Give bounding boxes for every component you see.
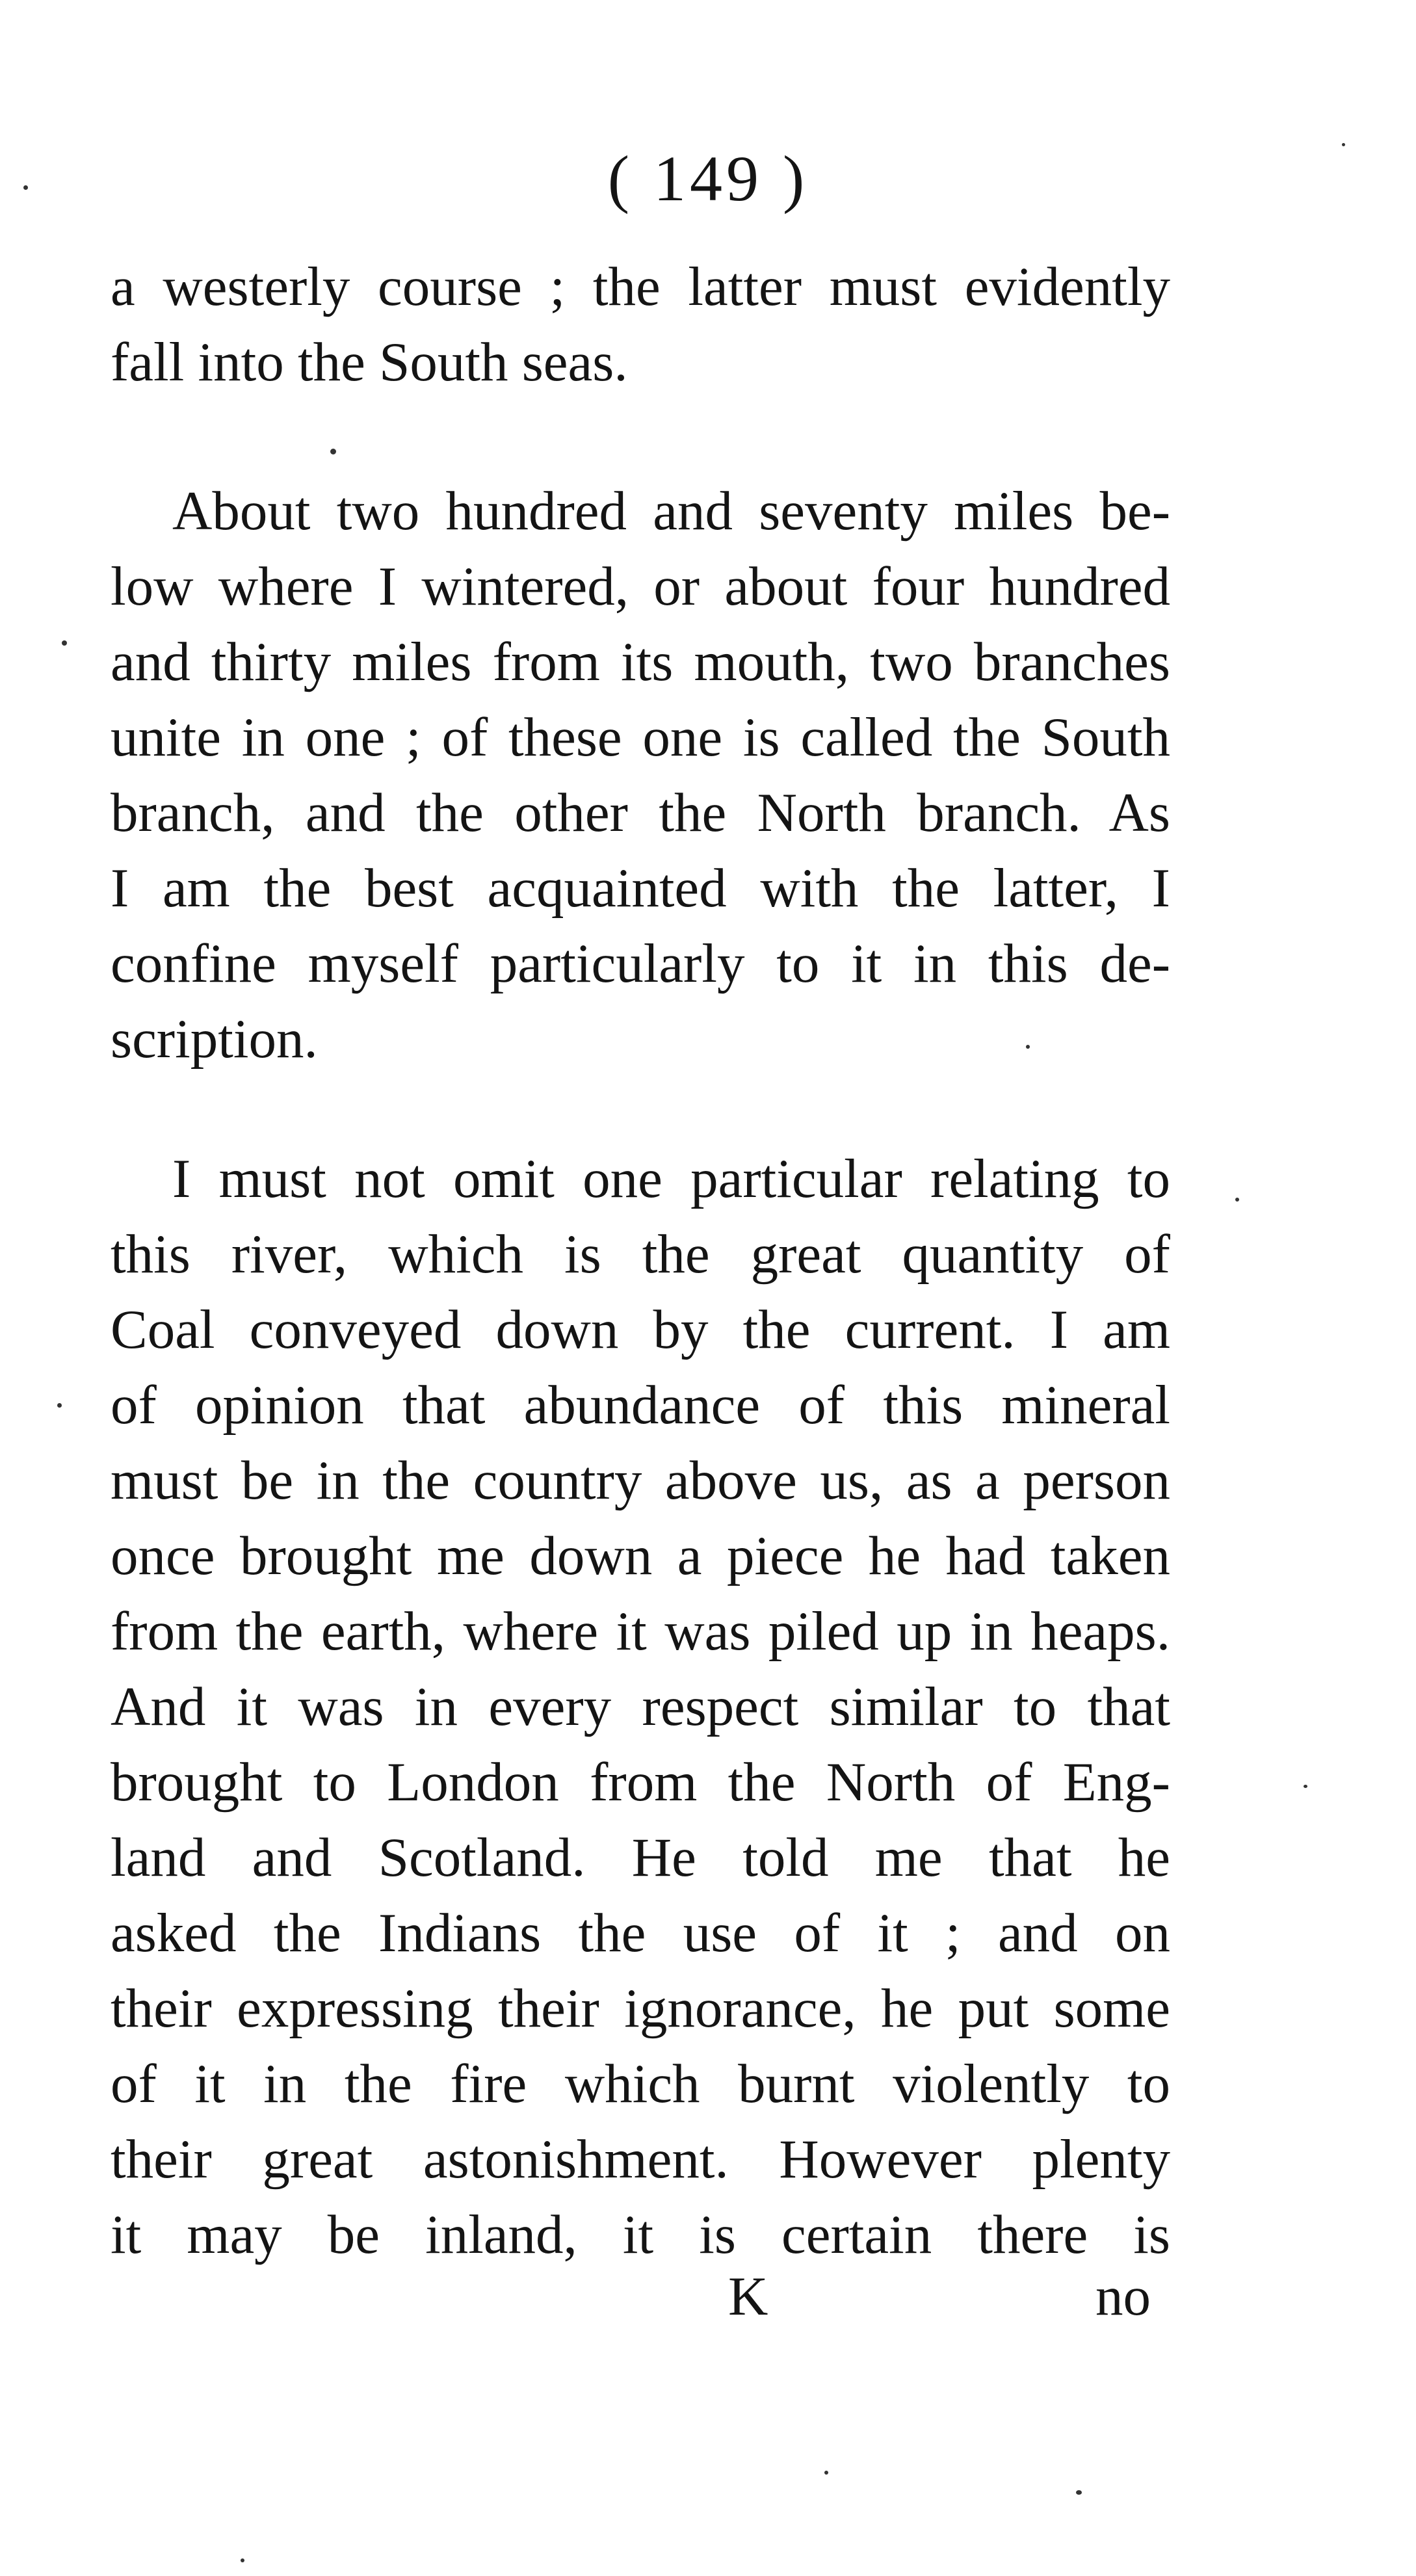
catchword: no xyxy=(1095,2266,1151,2327)
text-line: About two hundred and seventy miles be- xyxy=(172,480,1170,542)
paragraph-branches xyxy=(111,473,1170,1077)
ink-speck xyxy=(23,185,28,190)
ink-speck xyxy=(1076,2490,1082,2495)
text-line: their expressing their ignorance, he put some xyxy=(111,1978,1170,2039)
text-line: fall into the South seas. xyxy=(111,332,628,393)
ink-speck xyxy=(330,449,336,454)
signature-mark: K xyxy=(728,2266,768,2327)
text-line: unite in one ; of these one is called the South xyxy=(111,707,1170,768)
ink-speck xyxy=(1342,143,1345,146)
text-line: must be in the country above us, as a person xyxy=(111,1450,1170,1511)
ink-speck xyxy=(241,2558,244,2562)
text-line: of it in the fire which burnt violently to xyxy=(111,2053,1170,2114)
ink-speck xyxy=(62,640,67,646)
text-line: And it was in every respect similar to that xyxy=(111,1676,1170,1737)
text-line: brought to London from the North of Eng- xyxy=(111,1752,1170,1813)
ink-speck xyxy=(1304,1785,1307,1788)
text-line: from the earth, where it was piled up in heaps. xyxy=(111,1601,1170,1662)
text-line: this river, which is the great quantity of xyxy=(111,1224,1170,1285)
text-line: asked the Indians the use of it ; and on xyxy=(111,1902,1170,1964)
ink-speck xyxy=(1235,1198,1239,1202)
text-line: once brought me down a piece he had taken xyxy=(111,1525,1170,1586)
page-footer xyxy=(111,2259,1170,2334)
text-line: land and Scotland. He told me that he xyxy=(111,1827,1170,1888)
text-line: branch, and the other the North branch. As xyxy=(111,782,1170,843)
paragraph-coal xyxy=(111,1141,1170,2272)
text-line: their great astonishment. However plenty xyxy=(111,2129,1170,2190)
page-number: ( 149 ) xyxy=(607,142,809,215)
text-line: scription. xyxy=(111,1008,318,1070)
text-line: it may be inland, it is certain there is xyxy=(111,2204,1170,2265)
text-line: I must not omit one particular relating to xyxy=(172,1148,1170,1209)
text-line: I am the best acquainted with the latter, I xyxy=(111,858,1170,919)
ink-speck xyxy=(824,2471,828,2475)
ink-speck xyxy=(1026,1045,1030,1049)
text-line: of opinion that abundance of this mineral xyxy=(111,1374,1170,1436)
text-line: a westerly course ; the latter must evidently xyxy=(111,256,1170,317)
ink-speck xyxy=(57,1403,62,1408)
text-line: confine myself particularly to it in this de- xyxy=(111,933,1170,994)
text-line: Coal conveyed down by the current. I am xyxy=(111,1299,1170,1360)
text-line: low where I wintered, or about four hundred xyxy=(111,556,1170,617)
paragraph-continuation xyxy=(111,249,1170,400)
text-line: and thirty miles from its mouth, two branches xyxy=(111,631,1170,692)
